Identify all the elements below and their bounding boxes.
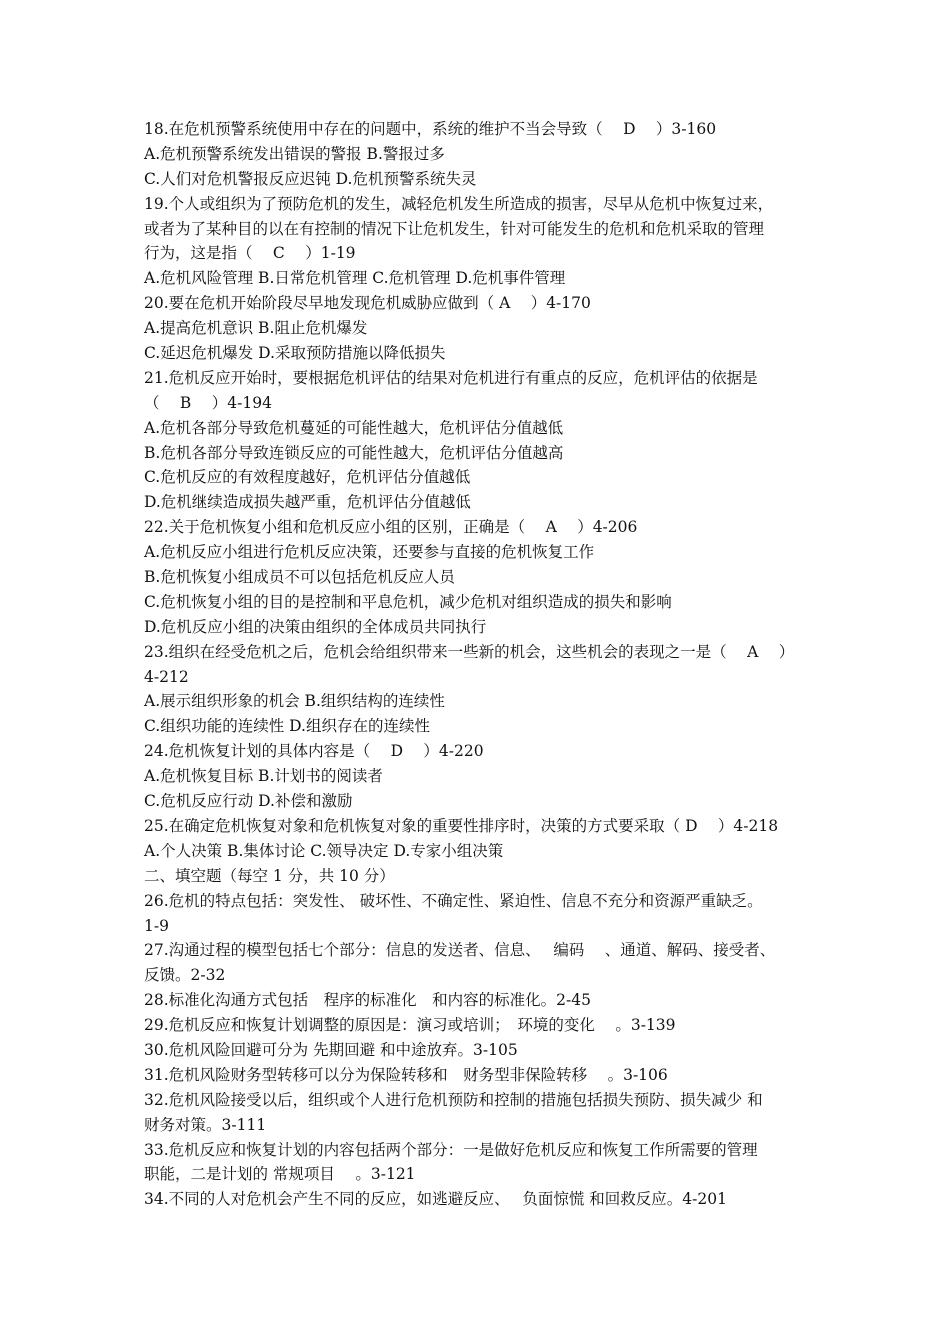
- text-line: 28.标准化沟通方式包括 程序的标准化 和内容的标准化。2-45: [144, 991, 591, 1010]
- text-line: 20.要在危机开始阶段尽早地发现危机威胁应做到（ A ）4-170: [144, 294, 591, 313]
- text-line: 财务对策。3-111: [144, 1115, 267, 1134]
- text-line: 反馈。2-32: [144, 966, 226, 985]
- text-line: （ B ）4-194: [144, 393, 272, 412]
- text-line: 29.危机反应和恢复计划调整的原因是：演习或培训； 环境的变化 。3-139: [144, 1016, 676, 1035]
- text-line: A.个人决策 B.集体讨论 C.领导决定 D.专家小组决策: [144, 841, 504, 860]
- text-line: D.危机继续造成损失越严重，危机评估分值越低: [144, 493, 471, 512]
- section-heading: 二、填空题（每空 1 分，共 10 分）: [144, 866, 395, 885]
- text-line: A.危机各部分导致危机蔓延的可能性越大，危机评估分值越低: [144, 418, 564, 437]
- text-line: A.危机反应小组进行危机反应决策，还要参与直接的危机恢复工作: [144, 543, 595, 562]
- text-line: 26.危机的特点包括：突发性、 破坏性、不确定性、紧迫性、信息不充分和资源严重缺乏。: [144, 891, 763, 910]
- text-line: 33.危机反应和恢复计划的内容包括两个部分：一是做好危机反应和恢复工作所需要的管理: [144, 1140, 758, 1159]
- text-line: A.危机风险管理 B.日常危机管理 C.危机管理 D.危机事件管理: [144, 269, 566, 288]
- text-line: 32.危机风险接受以后，组织或个人进行危机预防和控制的措施包括损失预防、损失减少 和: [144, 1090, 763, 1109]
- text-line: 24.危机恢复计划的具体内容是（ D ）4-220: [144, 742, 484, 761]
- text-line: C.危机恢复小组的目的是控制和平息危机，减少危机对组织造成的损失和影响: [144, 592, 672, 611]
- text-line: 25.在确定危机恢复对象和危机恢复对象的重要性排序时，决策的方式要采取（ D ）4-218: [144, 816, 779, 835]
- text-line: 行为，这是指（ C ）1-19: [144, 244, 356, 263]
- text-line: 4-212: [144, 667, 189, 686]
- text-line: A.提高危机意识 B.阻止危机爆发: [144, 319, 368, 338]
- text-line: A.展示组织形象的机会 B.组织结构的连续性: [144, 692, 445, 711]
- text-line: C.危机反应行动 D.补偿和激励: [144, 792, 353, 811]
- text-line: 或者为了某种目的以在有控制的情况下让危机发生，针对可能发生的危机和危机采取的管理: [144, 219, 765, 238]
- text-line: C.危机反应的有效程度越好，危机评估分值越低: [144, 468, 471, 487]
- text-line: 22.关于危机恢复小组和危机反应小组的区别，正确是（ A ）4-206: [144, 518, 638, 537]
- text-line: B.危机恢复小组成员不可以包括危机反应人员: [144, 568, 455, 587]
- text-line: 34.不同的人对危机会产生不同的反应，如逃避反应、 负面惊慌 和回救反应。4-201: [144, 1190, 727, 1209]
- text-line: C.人们对危机警报反应迟钝 D.危机预警系统失灵: [144, 169, 477, 188]
- text-line: B.危机各部分导致连锁反应的可能性越大，危机评估分值越高: [144, 443, 564, 462]
- text-line: 18.在危机预警系统使用中存在的问题中，系统的维护不当会导致（ D ）3-160: [144, 120, 717, 138]
- text-line: C.延迟危机爆发 D.采取预防措施以降低损失: [144, 344, 446, 363]
- text-line: 19.个人或组织为了预防危机的发生，减轻危机发生所造成的损害，尽早从危机中恢复过来，: [144, 194, 774, 213]
- text-line: C.组织功能的连续性 D.组织存在的连续性: [144, 717, 430, 736]
- text-line: 职能，二是计划的 常规项目 。3-121: [144, 1165, 416, 1184]
- text-line: A.危机预警系统发出错误的警报 B.警报过多: [144, 144, 445, 163]
- text-line: 21.危机反应开始时，要根据危机评估的结果对危机进行有重点的反应，危机评估的依据是: [144, 368, 758, 387]
- text-line: 31.危机风险财务型转移可以分为保险转移和 财务型非保险转移 。3-106: [144, 1065, 668, 1084]
- text-line: A.危机恢复目标 B.计划书的阅读者: [144, 767, 383, 786]
- text-line: D.危机反应小组的决策由组织的全体成员共同执行: [144, 617, 487, 636]
- text-line: 27.沟通过程的模型包括七个部分：信息的发送者、信息、 编码 、通道、解码、接受者、: [144, 941, 776, 960]
- text-line: 30.危机风险回避可分为 先期回避 和中途放弃。3-105: [144, 1040, 518, 1059]
- text-line: 23.组织在经受危机之后，危机会给组织带来一些新的机会，这些机会的表现之一是（ A ）: [144, 642, 795, 661]
- document-body: [144, 117, 814, 1212]
- text-line: 1-9: [144, 916, 169, 935]
